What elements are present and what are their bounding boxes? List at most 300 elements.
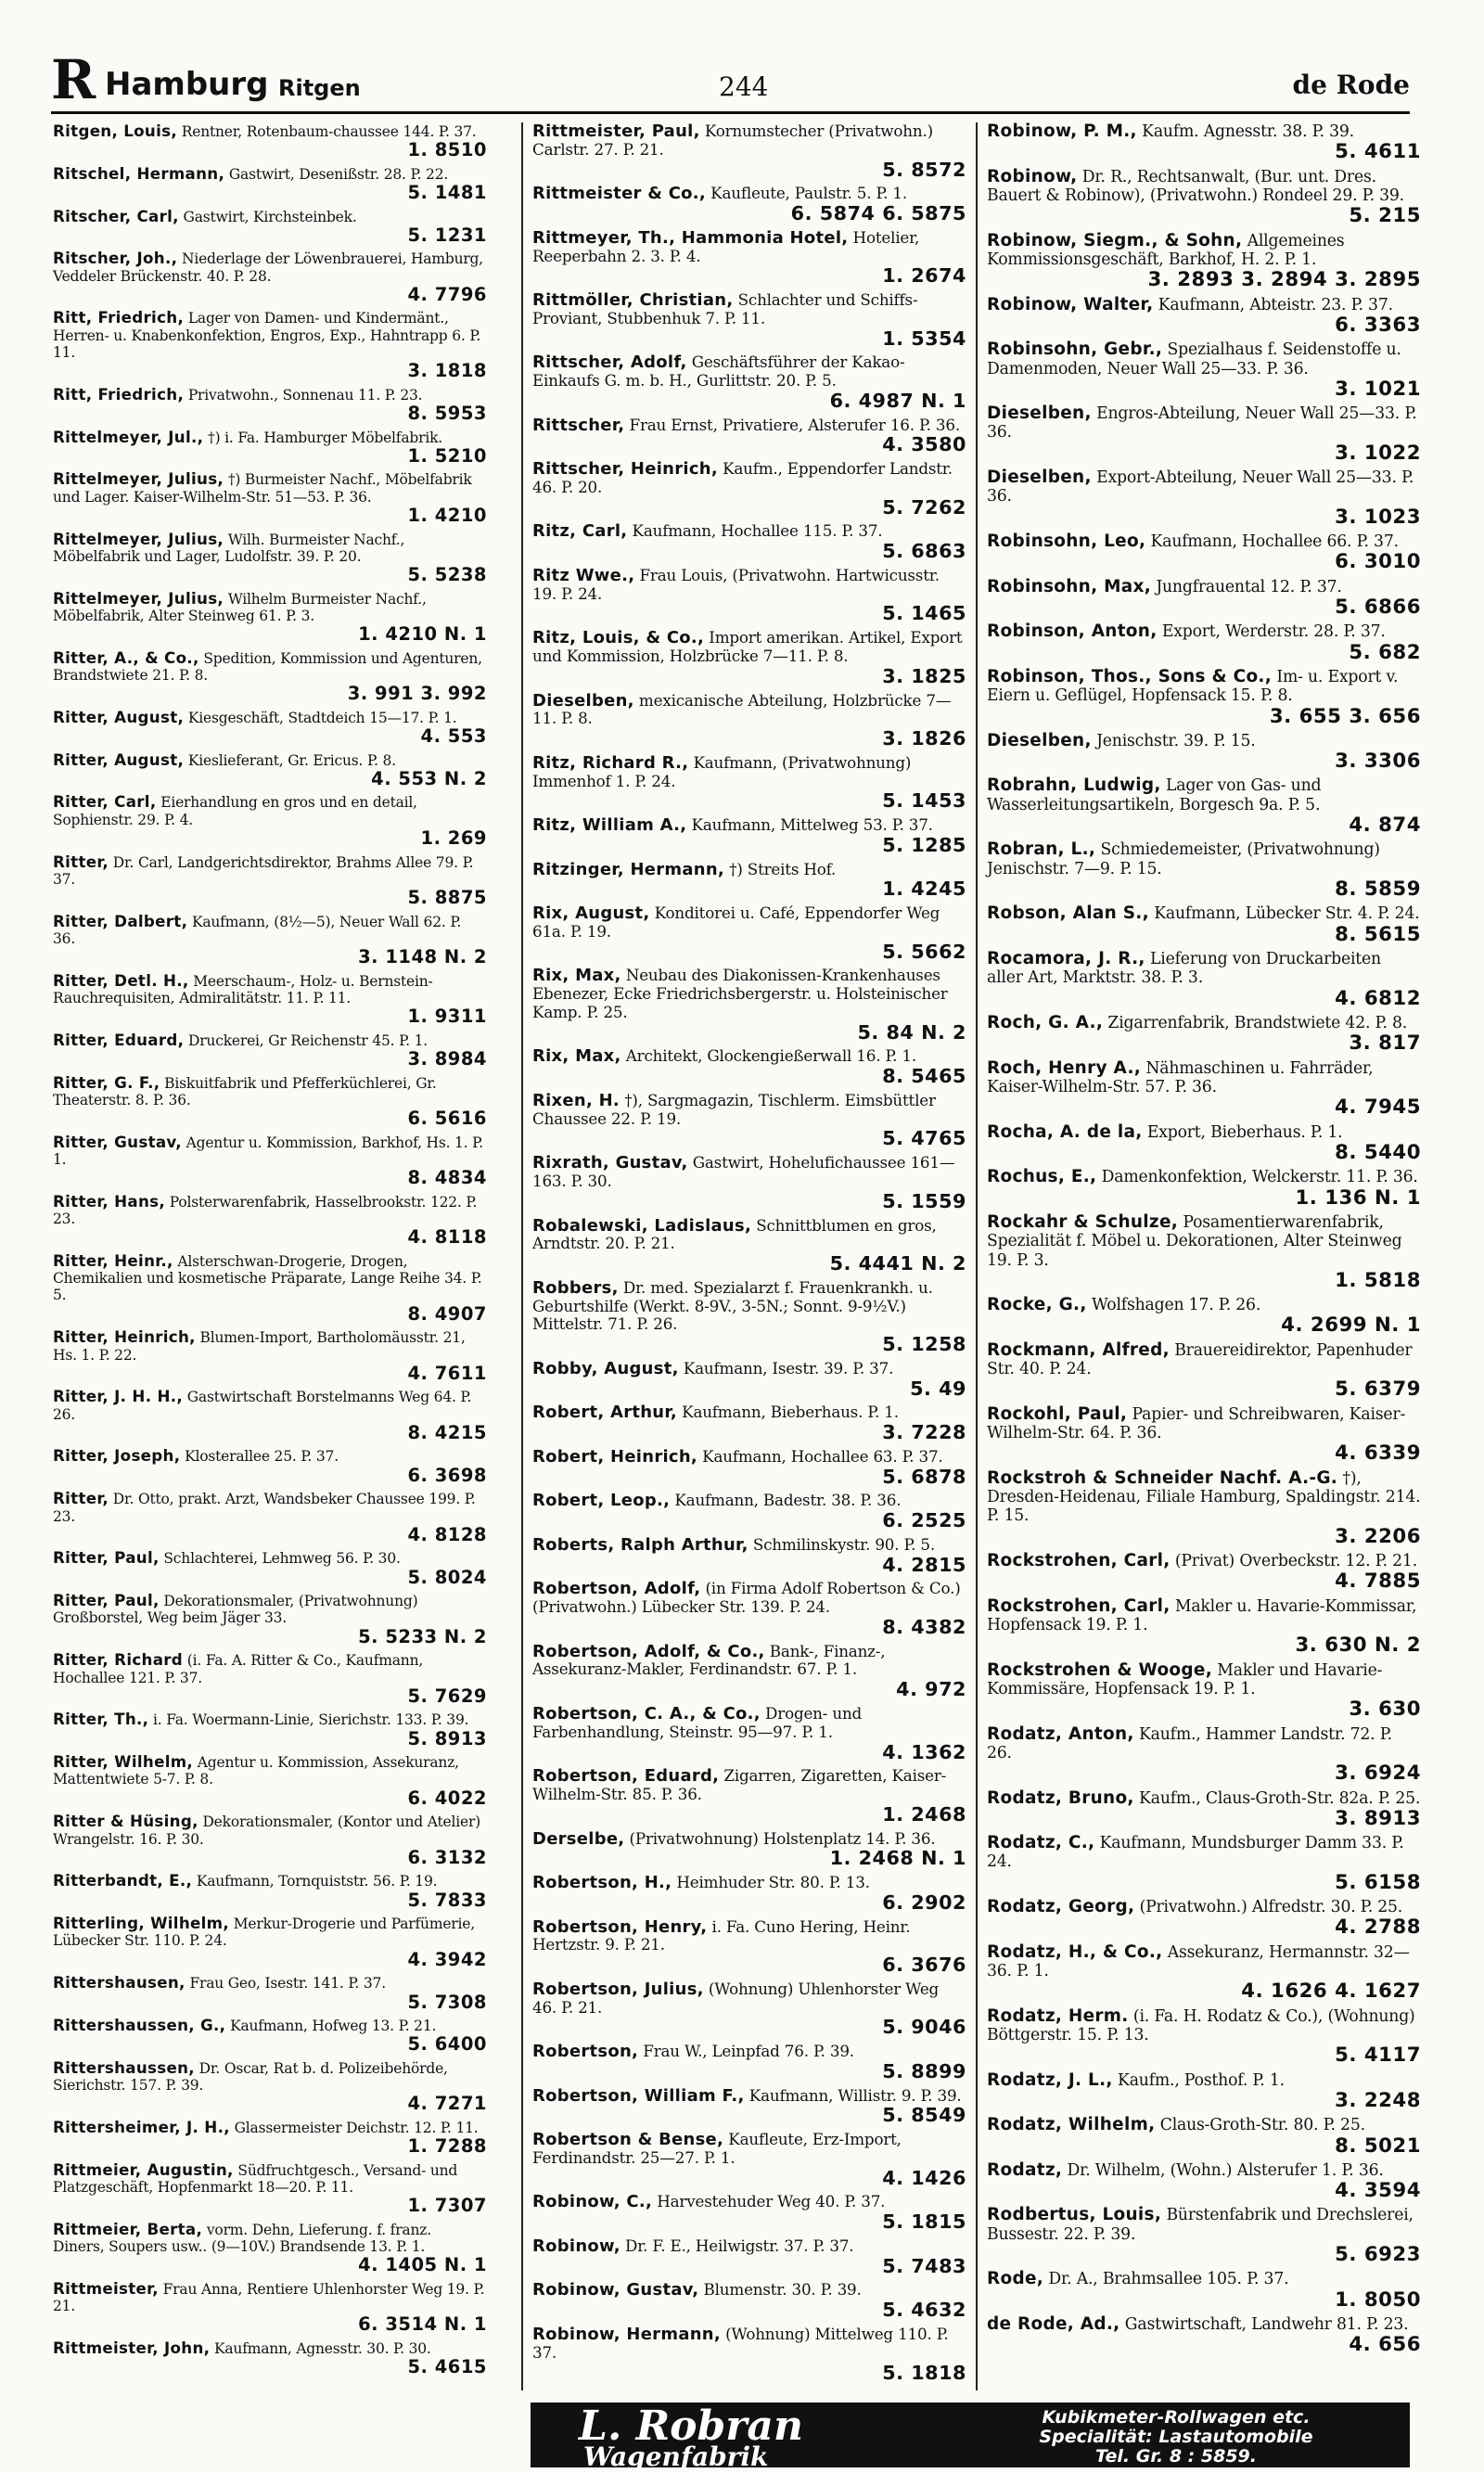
directory-entry (51, 429, 489, 467)
entry-details: Kaufmann, Hochallee 63. P. 37. (702, 1446, 943, 1466)
entry-phone: 6. 3698 (407, 1464, 487, 1486)
entry-details: Papier- und Schreibwaren, Kaiser-Wilhelm-Str. 64. P. 36. (987, 1404, 1406, 1443)
entry-details: Kaufmann, Agnesstr. 30. P. 30. (214, 2339, 431, 2357)
entry-details: Geschäftsführer der Kakao-Einkaufs G. m. b. H., Gurlittstr. 20. P. 5. (532, 352, 905, 391)
directory-entry (985, 468, 1423, 528)
directory-entry (51, 122, 489, 160)
entry-details: Makler und Havarie-Kommissäre, Hopfensack 19. P. 1. (987, 1660, 1383, 1698)
directory-entry (51, 1447, 489, 1485)
entry-details: vorm. Dehn, Lieferung. f. franz. Diners, Soupers usw.. (9—10V.) Brandsende 13. P. 1. (53, 2221, 431, 2256)
entry-details: Wilh. Burmeister Nachf., Möbelfabrik und Lager, Ludolfstr. 39. P. 20. (53, 531, 405, 565)
entry-phone: 8. 5465 (882, 1065, 966, 1088)
entry-details: Architekt, Glockengießerwall 16. P. 1. (625, 1046, 916, 1066)
directory-entry (51, 1872, 489, 1910)
entry-phone: 4. 7885 (1335, 1570, 1421, 1594)
directory-entry (985, 122, 1423, 163)
entry-phone: 1. 9311 (407, 1006, 487, 1028)
entry-name: Rode, (987, 2269, 1044, 2289)
entry-phone: 3. 8913 (1335, 1806, 1421, 1830)
entry-details: Kaufm., Hammer Landstr. 72. P. 26. (987, 1724, 1392, 1762)
directory-entry (985, 904, 1423, 945)
entry-phone: 5. 1231 (407, 224, 487, 246)
directory-entry (985, 1341, 1423, 1401)
entry-phone: 5. 4615 (407, 2356, 487, 2378)
entry-phone: 5. 8549 (882, 2104, 966, 2127)
entry-details: Bank-, Finanz-, Assekuranz-Makler, Ferdinandstr. 67. P. 1. (532, 1641, 886, 1679)
entry-details: Biskuitfabrik und Pfefferküchlerei, Gr. Theaterstr. 8. P. 36. (53, 1074, 437, 1108)
entry-details: Schmilinskystr. 90. P. 5. (752, 1534, 936, 1554)
entry-name: Robalewski, Ladislaus, (532, 1215, 752, 1236)
directory-entry (51, 1388, 489, 1442)
entry-name: Robertson, Eduard, (532, 1766, 720, 1787)
directory-entry (531, 185, 968, 224)
entry-name: Rodatz, (987, 2159, 1063, 2180)
directory-entry (985, 840, 1423, 900)
entry-phone: 5. 84 N. 2 (857, 1020, 966, 1044)
entry-details: Wolfshagen 17. P. 26. (1091, 1296, 1261, 1315)
entry-phone: 6. 3676 (882, 1954, 966, 1977)
entry-details: Gastwirt, Desenißstr. 28. P. 22. (228, 165, 449, 183)
entry-details: Dr. R., Rechtsanwalt, (Bur. unt. Dres. Bauert & Robinow), (Privatwohn.) Rondeel 29. P. 39. (987, 167, 1404, 205)
directory-entry (51, 470, 489, 525)
entry-details: Gastwirt, Hohelufichaussee 161—163. P. 30. (532, 1153, 955, 1190)
entry-phone: 4. 2699 N. 1 (1281, 1313, 1421, 1338)
entry-phone: 3. 630 N. 2 (1295, 1634, 1421, 1658)
entry-phone: 5. 1258 (882, 1333, 966, 1356)
entry-name: Ritter, Richard (53, 1650, 184, 1670)
entry-details: Kaufmann, Hochallee 66. P. 37. (1150, 532, 1399, 552)
entry-details: Kaufmann, (8½—5), Neuer Wall 62. P. 36. (53, 913, 462, 947)
directory-entry (51, 1074, 489, 1129)
ad-line-2: Specialität: Lastautomobile (1039, 2427, 1313, 2447)
directory-entry (51, 1974, 489, 2012)
entry-details: Bürstenfabrik und Drechslerei, Bussestr. 22. P. 39. (987, 2206, 1414, 2244)
entry-phone: 6. 3363 (1335, 313, 1421, 337)
entry-phone: 5. 5662 (882, 940, 966, 963)
directory-entry (531, 2237, 968, 2277)
entry-name: Rittelmeyer, Julius, (53, 588, 224, 608)
entry-name: Dieselben, (532, 690, 634, 711)
directory-entry (985, 622, 1423, 663)
entry-phone: 1. 7288 (407, 2135, 487, 2158)
entry-phone: 5. 4765 (882, 1127, 966, 1150)
last-entry-guide: de Rode (1292, 70, 1410, 100)
directory-entry (985, 1943, 1423, 2003)
entry-phone: 5. 7262 (882, 495, 966, 519)
entry-phone: 4. 553 (420, 725, 487, 748)
entry-details: Dekorationsmaler, (Privatwohnung) Großborstel, Weg beim Jäger 33. (53, 1593, 418, 1627)
entry-details: i. Fa. Woermann-Linie, Sierichstr. 133. P. 39. (153, 1711, 469, 1729)
entry-details: (Privatwohnung) Holstenplatz 14. P. 36. (629, 1828, 936, 1848)
entry-name: Ritter, (53, 852, 109, 871)
directory-entry (985, 1552, 1423, 1593)
entry-name: Rodatz, Wilhelm, (987, 2115, 1156, 2135)
entry-phone: 4. 2788 (1335, 1916, 1421, 1940)
entry-phone: 3. 1022 (1335, 441, 1421, 465)
entry-details: Frau Ernst, Privatiere, Alsterufer 16. P. 36. (629, 415, 960, 434)
entry-name: Robertson, (532, 2042, 639, 2062)
entry-details: mexicanische Abteilung, Holzbrücke 7—11. P. 8. (532, 690, 952, 728)
directory-entry (51, 1252, 489, 1324)
directory-entry (531, 861, 968, 901)
entry-details: Rentner, Rotenbaum-chaussee 144. P. 37. (181, 123, 477, 140)
entry-name: Rittmeister, John, (53, 2338, 211, 2357)
entry-phone: 3. 1023 (1335, 505, 1421, 529)
entry-phone: 3. 1826 (882, 727, 966, 750)
entry-name: Robertson, C. A., & Co., (532, 1703, 761, 1723)
directory-entry (531, 1918, 968, 1976)
entry-name: Robrahn, Ludwig, (987, 775, 1161, 796)
entry-phone: 5. 9046 (882, 2016, 966, 2039)
directory-entry (51, 793, 489, 848)
directory-entry (531, 291, 968, 349)
directory-entry (51, 2161, 489, 2216)
entry-name: Rockmann, Alfred, (987, 1339, 1170, 1360)
entry-details: i. Fa. Cuno Hering, Heinr. Hertzstr. 9. P. 21. (532, 1916, 911, 1954)
entry-details: Druckerei, Gr Reichenstr 45. P. 1. (188, 1031, 429, 1049)
entry-phone: 1. 136 N. 1 (1295, 1185, 1421, 1210)
entry-details: Export, Bieberhaus. P. 1. (1146, 1122, 1343, 1142)
entry-name: Rittscher, (532, 415, 625, 435)
entry-phone: 3. 1148 N. 2 (358, 946, 487, 968)
entry-phone: 3. 991 3. 992 (347, 683, 487, 705)
directory-entry (51, 1193, 489, 1248)
entry-details: Spezialhaus f. Seidenstoffe u. Damenmoden, Neuer Wall 25—33. P. 36. (987, 340, 1401, 378)
entry-phone: 4. 3580 (882, 433, 966, 456)
entry-details: Agentur u. Kommission, Assekuranz, Mattentwiete 5-7. P. 8. (53, 1754, 459, 1788)
entry-name: Ritter, (53, 1489, 109, 1508)
entry-phone: 4. 972 (896, 1678, 966, 1701)
header-rule (51, 111, 1410, 114)
directory-entry (51, 1134, 489, 1188)
column-2 (531, 122, 968, 2390)
directory-entry (985, 1296, 1423, 1337)
directory-entry (985, 2007, 1423, 2067)
entry-details: Dr. Otto, prakt. Arzt, Wandsbeker Chaussee 199. P. 23. (53, 1491, 476, 1525)
entry-name: Rockohl, Paul, (987, 1403, 1128, 1424)
entry-details: Claus-Groth-Str. 80. P. 25. (1159, 2116, 1365, 2135)
entry-name: Rodatz, Herm. (987, 2005, 1129, 2026)
entry-details: Dr. Wilhelm, (Wohn.) Alsterufer 1. P. 36. (1067, 2160, 1384, 2180)
entry-phone: 1. 2468 N. 1 (829, 1847, 966, 1870)
entry-phone: 5. 8899 (882, 2059, 966, 2082)
directory-entry (531, 904, 968, 962)
entry-name: Rittmeister, (53, 2278, 159, 2298)
entry-phone: 4. 8128 (407, 1523, 487, 1545)
directory-entry (985, 950, 1423, 1009)
directory-entry (531, 1705, 968, 1762)
entry-details: Jungfrauental 12. P. 37. (1156, 577, 1342, 596)
directory-entry (531, 1092, 968, 1149)
entry-details: Frau Anna, Rentiere Uhlenhorster Weg 19. P. 21. (53, 2280, 485, 2315)
entry-details: (Wohnung) Mittelweg 110. P. 37. (532, 2325, 949, 2362)
entry-phone: 4. 874 (1349, 814, 1421, 838)
entry-phone: 1. 5818 (1335, 1268, 1421, 1292)
directory-entry (51, 1813, 489, 1867)
column-divider (976, 122, 978, 2390)
entry-name: Rittmeier, Augustin, (53, 2159, 234, 2179)
directory-entry (531, 2193, 968, 2233)
entry-details: Zigarren, Zigaretten, Kaiser-Wilhelm-Str. 85. P. 36. (532, 1766, 947, 1804)
entry-phone: 3. 655 3. 656 (1269, 704, 1421, 728)
entry-name: Rix, Max, (532, 1046, 621, 1067)
entry-phone: 8. 4907 (407, 1302, 487, 1325)
directory-entry (51, 2339, 489, 2377)
directory-entry (531, 567, 968, 624)
entry-details: †) Burmeister Nachf., Möbelfabrik und Lager. Kaiser-Wilhelm-Str. 51—53. P. 36. (53, 471, 472, 506)
entry-details: Im- u. Export v. Eiern u. Geflügel, Hopfensack 15. P. 8. (987, 667, 1399, 706)
entry-details: Kaufmann, Mundsburger Damm 33. P. 24. (987, 1834, 1404, 1872)
entry-name: Rodatz, Bruno, (987, 1787, 1134, 1808)
entry-phone: 8. 5953 (407, 403, 487, 425)
entry-phone: 4. 1426 (882, 2166, 966, 2189)
entry-name: Robertson, H., (532, 1873, 672, 1893)
directory-entry (531, 1047, 968, 1087)
entry-name: Rodatz, C., (987, 1833, 1095, 1853)
entry-name: Robinson, Thos., Sons & Co., (987, 666, 1273, 686)
entry-phone: 5. 1453 (882, 789, 966, 813)
directory-entry (985, 2116, 1423, 2157)
entry-details: (Privatwohn.) Alfredstr. 30. P. 25. (1139, 1898, 1403, 1917)
directory-entry (51, 1031, 489, 1070)
entry-details: Nähmaschinen u. Fahrräder, Kaiser-Wilhelm-Str. 57. P. 36. (987, 1058, 1374, 1096)
entry-phone: 6. 3010 (1335, 550, 1421, 574)
entry-details: Frau Geo, Isestr. 141. P. 37. (189, 1975, 386, 1992)
entry-details: (i. Fa. H. Rodatz & Co.), (Wohnung) Böttgerstr. 15. P. 13. (987, 2006, 1415, 2045)
entry-name: Rittershaussen, (53, 2057, 195, 2077)
entry-name: Ritter, Wilhelm, (53, 1752, 194, 1772)
entry-name: Ritschel, Hermann, (53, 163, 225, 183)
entry-name: Ritter, Heinr., (53, 1250, 173, 1270)
entry-phone: 4. 6812 (1335, 986, 1421, 1010)
entry-name: Robbers, (532, 1277, 619, 1298)
directory-entry (985, 340, 1423, 400)
entry-phone: 5. 49 (910, 1377, 966, 1400)
entry-details: Merkur-Drogerie und Parfümerie, Lübecker Str. 110. P. 24. (53, 1916, 475, 1950)
entry-name: Ritter, Paul, (53, 1548, 160, 1568)
entry-name: Robert, Heinrich, (532, 1446, 698, 1467)
directory-entry (51, 972, 489, 1027)
entry-phone: 3. 2893 3. 2894 3. 2895 (1147, 268, 1421, 292)
entry-phone: 1. 5354 (882, 327, 966, 350)
entry-details: Kaufleute, Paulstr. 5. P. 1. (710, 184, 907, 203)
entry-phone: 5. 6878 (882, 1465, 966, 1488)
directory-entry (51, 165, 489, 203)
page-header (51, 48, 1410, 116)
entry-details: Agentur u. Kommission, Barkhof, Hs. 1. P. 1. (53, 1134, 483, 1168)
entry-name: Robinow, Gustav, (532, 2280, 699, 2300)
entry-name: Ritscher, Joh., (53, 249, 178, 268)
column-1 (51, 122, 489, 2390)
entry-name: Rocamora, J. R., (987, 949, 1145, 969)
entry-details: Niederlage der Löwenbrauerei, Hamburg, Veddeler Brückenstr. 40. P. 28. (53, 250, 484, 285)
entry-details: Brauereidirektor, Papenhuder Str. 40. P. 24. (987, 1340, 1413, 1379)
entry-details: Drogen- und Farbenhandlung, Steinstr. 95—97. P. 1. (532, 1703, 863, 1741)
directory-entry (531, 967, 968, 1043)
entry-details: Blumenstr. 30. P. 39. (703, 2280, 862, 2300)
directory-entry (51, 2280, 489, 2335)
entry-phone: 4. 553 N. 2 (371, 767, 487, 789)
entry-name: Robinsohn, Max, (987, 576, 1152, 596)
directory-entry (51, 2221, 489, 2275)
directory-entry (985, 2071, 1423, 2112)
entry-phone: 3. 2206 (1335, 1524, 1421, 1548)
directory-entry (531, 460, 968, 518)
entry-phone: 5. 7483 (882, 2254, 966, 2277)
entry-name: Rockstroh & Schneider Nachf. A.-G. (987, 1467, 1338, 1488)
entry-phone: 6. 3132 (407, 1846, 487, 1868)
entry-details: Kaufmann, Abteistr. 23. P. 37. (1158, 295, 1393, 314)
entry-name: Rockahr & Schulze, (987, 1211, 1179, 1232)
entry-name: Robinow, Siegm., & Sohn, (987, 230, 1243, 250)
entry-phone: 3. 1825 (882, 664, 966, 687)
entry-name: Dieselben, (987, 404, 1092, 424)
entry-details: Harvestehuder Weg 40. P. 37. (657, 2192, 886, 2211)
entry-details: Kaufmann, Lübecker Str. 4. P. 24. (1154, 904, 1420, 924)
directory-entry (985, 1834, 1423, 1893)
entry-name: Derselbe, (532, 1828, 625, 1849)
directory-entry (51, 913, 489, 967)
directory-entry (531, 2326, 968, 2383)
entry-details: (Wohnung) Uhlenhorster Weg 46. P. 21. (532, 1979, 940, 2017)
entry-name: Ritter, G. F., (53, 1072, 160, 1092)
entry-name: Robinow, (987, 166, 1078, 186)
entry-name: Ritter, August, (53, 707, 185, 726)
entry-name: Rittmeister & Co., (532, 184, 707, 204)
entry-name: Rixen, H. (532, 1090, 620, 1110)
entry-phone: 4. 6339 (1335, 1442, 1421, 1466)
entry-name: Robinow, Walter, (987, 294, 1154, 314)
directory-entry (531, 1830, 968, 1870)
entry-details: Schlachter und Schiffs-Proviant, Stubbenhuk 7. P. 11. (532, 290, 918, 327)
entry-name: Robertson & Bense, (532, 2130, 724, 2150)
entry-name: Rittmeyer, Th., Hammonia Hotel, (532, 227, 849, 248)
entry-name: Robertson, Adolf, & Co., (532, 1641, 765, 1661)
directory-entry (985, 1405, 1423, 1465)
entry-name: Ritter, Gustav, (53, 1132, 182, 1151)
directory-entry (985, 168, 1423, 227)
directory-entry (531, 1643, 968, 1700)
entry-phone: 5. 4632 (882, 2299, 966, 2322)
entry-name: Ritter, Th., (53, 1710, 149, 1729)
entry-details: Wilhelm Burmeister Nachf., Möbelfabrik, Alter Steinweg 61. P. 3. (53, 590, 427, 624)
entry-details: Kaufm., Claus-Groth-Str. 82a. P. 25. (1139, 1788, 1421, 1808)
entry-name: Rittmeier, Berta, (53, 2219, 203, 2238)
directory-entry (531, 1448, 968, 1488)
entry-phone: 6. 3514 N. 1 (358, 2313, 487, 2336)
entry-name: Ritt, Friedrich, (53, 384, 185, 404)
entry-details: Neubau des Diakonissen-Krankenhauses Ebenezer, Ecke Friedrichsbergerstr. u. Holsteinischer Kamp. P. 25. (532, 966, 948, 1021)
entry-phone: 5. 1815 (882, 2210, 966, 2234)
directory-entry (51, 386, 489, 424)
entry-phone: 4. 1405 N. 1 (358, 2254, 487, 2276)
directory-entry (985, 1789, 1423, 1830)
entry-name: Ritter, Detl. H., (53, 970, 189, 990)
entry-name: Rodatz, Anton, (987, 1723, 1134, 1744)
advertisement-banner (531, 2403, 1410, 2472)
directory-entry (985, 1014, 1423, 1055)
directory-entry (531, 229, 968, 287)
column-3 (985, 122, 1423, 2390)
entry-details: Dr. A., Brahmsallee 105. P. 37. (1048, 2270, 1289, 2289)
directory-entry (531, 1536, 968, 1576)
entry-details: Makler u. Havarie-Kommissar, Hopfensack 19. P. 1. (987, 1596, 1417, 1634)
entry-name: Ritz, Louis, & Co., (532, 628, 705, 648)
directory-entry (531, 816, 968, 856)
entry-name: Rockstrohen, Carl, (987, 1550, 1171, 1570)
directory-entry (51, 2119, 489, 2157)
entry-phone: 1. 8510 (407, 139, 487, 161)
directory-entry (985, 1725, 1423, 1785)
column-divider (521, 122, 523, 2390)
entry-name: Ritter, Paul, (53, 1591, 160, 1610)
entry-phone: 1. 2468 (882, 1802, 966, 1826)
directory-entry (531, 122, 968, 180)
advertiser-subtitle: Wagenfabrik (583, 2441, 769, 2472)
entry-name: Rittscher, Adolf, (532, 352, 687, 373)
entry-details: †), Dresden-Heidenau, Filiale Hamburg, Spaldingstr. 214. P. 15. (987, 1468, 1421, 1526)
entry-phone: 5. 5238 (407, 564, 487, 586)
entry-details: Lager von Damen- und Kindermänt., Herren- u. Knabenkonfektion, Engros, Exp., Hahntrapp 6. P. 11. (53, 310, 481, 362)
directory-entry (985, 578, 1423, 619)
entry-name: Dieselben, (987, 730, 1092, 750)
entry-details: Glassermeister Deichstr. 12. P. 11. (234, 2119, 479, 2136)
entry-phone: 5. 8024 (407, 1566, 487, 1588)
entry-name: Ritter & Hüsing, (53, 1812, 198, 1831)
entry-details: Dr. Oscar, Rat b. d. Polizeibehörde, Sierichstr. 157. P. 39. (53, 2059, 448, 2095)
entry-name: Ritter, A., & Co., (53, 647, 199, 667)
directory-entry (51, 309, 489, 380)
entry-details: Gastwirt, Kirchsteinbek. (183, 208, 357, 225)
entry-details: Kaufmann, Willistr. 9. P. 39. (748, 2085, 962, 2105)
entry-name: Rittershausen, (53, 1973, 186, 1992)
entry-name: Rochus, E., (987, 1167, 1097, 1187)
directory-entry (51, 250, 489, 304)
entry-name: Rodatz, Georg, (987, 1897, 1135, 1917)
entry-phone: 6. 2902 (882, 1890, 966, 1914)
directory-entry (531, 1980, 968, 2038)
directory-entry (51, 1753, 489, 1808)
directory-entry (531, 1767, 968, 1825)
directory-entry (51, 531, 489, 585)
entry-details: Kaufm. Agnesstr. 38. P. 39. (1142, 122, 1354, 141)
entry-details: Dr. med. Spezialarzt f. Frauenkrankh. u. Geburtshilfe (Werkt. 8-9V., 3-5N.; Sonnt. 9-9½V.) Mittelstr. 71. P. 26. (532, 1277, 933, 1334)
directory-entry (985, 1168, 1423, 1209)
directory-entry (985, 2270, 1423, 2311)
directory-entry (985, 732, 1423, 773)
entry-name: Ritscher, Carl, (53, 206, 179, 225)
entry-name: Ritzinger, Hermann, (532, 859, 725, 879)
directory-entry (51, 2017, 489, 2055)
entry-phone: 1. 4210 (407, 505, 487, 527)
entry-name: Ritter, August, (53, 750, 185, 769)
entry-name: Roch, Henry A., (987, 1057, 1142, 1078)
entry-details: Kaufm., Posthof. P. 1. (1118, 2070, 1285, 2090)
entry-name: Robinow, Hermann, (532, 2325, 721, 2344)
entry-phone: 8. 5615 (1335, 922, 1421, 946)
entry-details: Dr. F. E., Heilwigstr. 37. P. 37. (624, 2236, 854, 2255)
entry-name: Ritter, Hans, (53, 1191, 166, 1211)
entry-phone: 5. 7308 (407, 1991, 487, 2013)
entry-details: Alsterschwan-Drogerie, Drogen, Chemikalien und kosmetische Präparate, Lange Reihe 34. P. 5. (53, 1252, 482, 1304)
directory-entry (531, 629, 968, 686)
entry-name: Rittersheimer, J. H., (53, 2117, 230, 2136)
directory-entry (985, 2206, 1423, 2265)
directory-entry (531, 522, 968, 562)
entry-phone: 1. 5210 (407, 444, 487, 467)
entry-phone: 4. 7796 (407, 283, 487, 305)
entry-name: Rodatz, H., & Co., (987, 1941, 1163, 1962)
